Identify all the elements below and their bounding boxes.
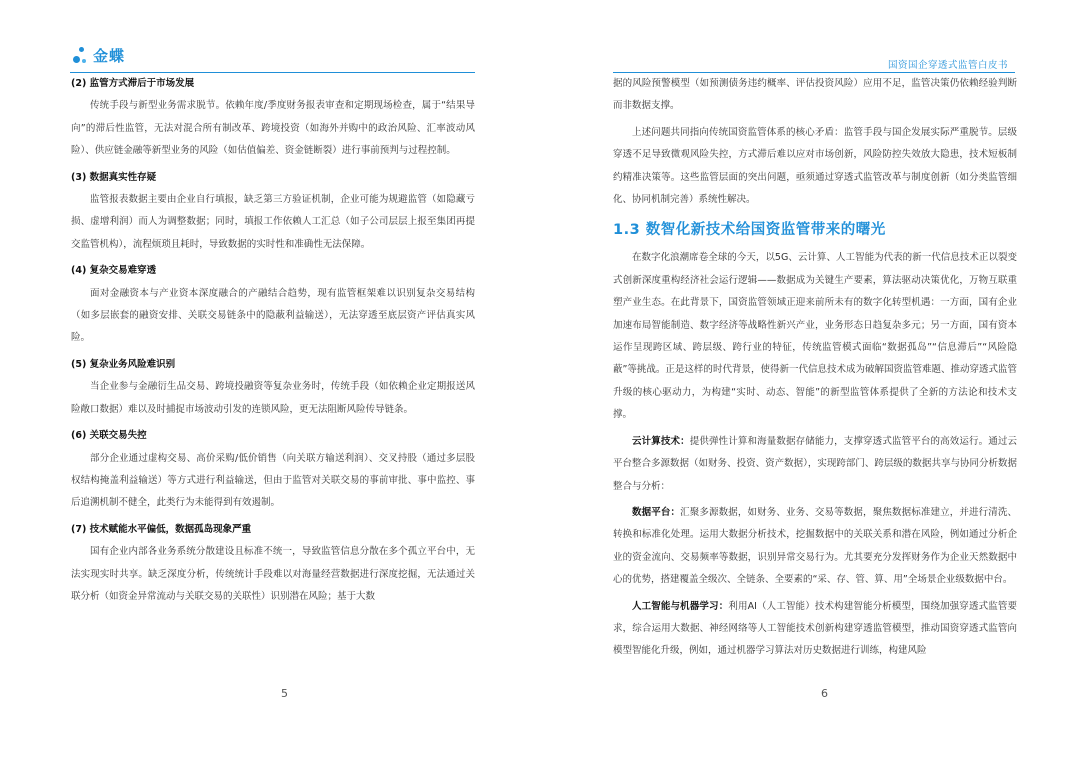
page-number-left: 5 xyxy=(281,687,288,700)
left-page-content xyxy=(71,73,475,608)
page-number-right: 6 xyxy=(821,687,828,700)
right-page-content xyxy=(613,73,1017,663)
subheading: (7) 技术赋能水平偏低，数据孤岛现象严重 xyxy=(71,523,252,535)
paragraph: 国有企业内部各业务系统分散建设且标准不统一，导致监管信息分散在多个孤立平台中，无法实现实时共享。缺乏深度分析，传统统计手段难以对海量经营数据进行深度挖掘，无法通过关联分析（如资金异常流动与关联交易的关联性）识别潜在风险；基于大数 xyxy=(71,546,475,602)
term-text: 提供弹性计算和海量数据存储能力，支撑穿透式监管平台的高效运行。通过云平台整合多源数据（如财务、投资、资产数据），实现跨部门、跨层级的数据共享与协同分析数据整合与分析： xyxy=(613,435,1017,492)
paragraph: 在数字化浪潮席卷全球的今天，以5G、云计算、人工智能为代表的新一代信息技术正以裂变式创新深度重构经济社会运行逻辑——数据成为关键生产要素，算法驱动决策优化，万物互联重塑产业生态。在此背景下，国资监管领域正迎来前所未有的数字化转型机遇：一方面，国有企业加速布局智能制造、数字经济等战略性新兴产业，业务形态日趋复杂多元；另一方面，国有资本运作呈现跨区域、跨层级、跨行业的特征，传统监管模式面临“数据孤岛”“信息滞后”“风险隐蔽”等挑战。正是这样的时代背景，使得新一代信息技术成为破解国资监管难题、推动穿透式监管升级的核心驱动力，为构建“实时、动态、智能”的新型监管体系提供了全新的方法论和技术支撑。 xyxy=(613,252,1017,421)
term-text: 利用AI（人工智能）技术构建智能分析模型，围绕加强穿透式监管要求，综合运用大数据、神经网络等人工智能技术创新构建穿透监管模型，推动国资穿透式监管向模型智能化升级，例如，通过机器学习算法对历史数据进行训练，构建风险 xyxy=(613,600,1017,657)
labeled-paragraph-data-platform xyxy=(613,502,1017,592)
subheading: (6) 关联交易失控 xyxy=(71,430,147,442)
paragraph: 传统手段与新型业务需求脱节。依赖年度/季度财务报表审查和定期现场检查，属于“结果导向”的滞后性监管，无法对混合所有制改革、跨境投资（如海外并购中的政治风险、汇率波动风险）、供应链金融等新型业务的风险（如估值偏差、资金链断裂）进行事前预判与过程控制。 xyxy=(71,100,475,157)
kingdee-logo-icon xyxy=(70,44,90,66)
paragraph: 监管报表数据主要由企业自行填报，缺乏第三方验证机制，企业可能为规避监管（如隐藏亏损、虚增利润）而人为调整数据；同时，填报工作依赖人工汇总（如子公司层层上报至集团再提交监管机构），流程烦琐且耗时，导致数据的实时性和准确性无法保障。 xyxy=(71,194,475,250)
subheading: (4) 复杂交易难穿透 xyxy=(71,265,157,277)
labeled-paragraph-ai xyxy=(613,596,1017,663)
term-label: 云计算技术： xyxy=(632,435,690,447)
logo-text: 金蝶 xyxy=(93,46,126,65)
paragraph: 上述问题共同指向传统国资监管体系的核心矛盾：监管手段与国企发展实际严重脱节。层级穿透不足导致微观风险失控，方式滞后难以应对市场创新，风险防控失效放大隐患，技术短板制约精准决策等。这些监管层面的突出问题，亟须通过穿透式监管改革与制度创新（如分类监管细化、协同机制完善）系统性解决。 xyxy=(613,126,1017,206)
term-label: 人工智能与机器学习： xyxy=(632,600,729,612)
paragraph: 面对金融资本与产业资本深度融合的产融结合趋势，现有监管框架难以识别复杂交易结构（如多层嵌套的融资安排、关联交易链条中的隐蔽利益输送），无法穿透至底层资产评估真实风险。 xyxy=(71,287,475,344)
subheading: (2) 监管方式滞后于市场发展 xyxy=(71,78,195,89)
labeled-paragraph-cloud xyxy=(613,431,1017,498)
document-title: 国资国企穿透式监管白皮书 xyxy=(887,60,1008,71)
subheading: (5) 复杂业务风险难识别 xyxy=(71,358,176,370)
paragraph-continued: 据的风险预警模型（如预测债务违约概率、评估投资风险）应用不足，监管决策仍依赖经验判断而非数据支撑。 xyxy=(613,78,1017,112)
section-heading: 1.3 数智化新技术给国资监管带来的曙光 xyxy=(613,222,886,239)
company-logo xyxy=(70,44,125,66)
paragraph: 当企业参与金融衍生品交易、跨境投融资等复杂业务时，传统手段（如依赖企业定期报送风险敞口数据）难以及时捕捉市场波动引发的连锁风险，更无法阻断风险传导链条。 xyxy=(71,381,475,415)
subheading: (3) 数据真实性存疑 xyxy=(71,171,157,183)
paragraph: 部分企业通过虚构交易、高价采购/低价销售（向关联方输送利润）、交叉持股（通过多层股权结构掩盖利益输送）等方式进行利益输送，但由于监管对关联交易的事前审批、事中监控、事后追溯机制不健全，此类行为未能得到有效遏制。 xyxy=(71,452,475,509)
term-label: 数据平台： xyxy=(632,506,681,518)
term-text: 汇聚多源数据，如财务、业务、交易等数据，聚焦数据标准建立，并进行清洗、转换和标准化处理。运用大数据分析技术，挖掘数据中的关联关系和潜在风险，例如通过分析企业的资金流向、交易频率等数据，识别异常交易行为。尤其要充分发挥财务作为企业天然数据中心的优势，搭建覆盖全级次、全链条、全要素的“采、存、管、算、用”全场景企业级数据中台。 xyxy=(613,506,1017,586)
